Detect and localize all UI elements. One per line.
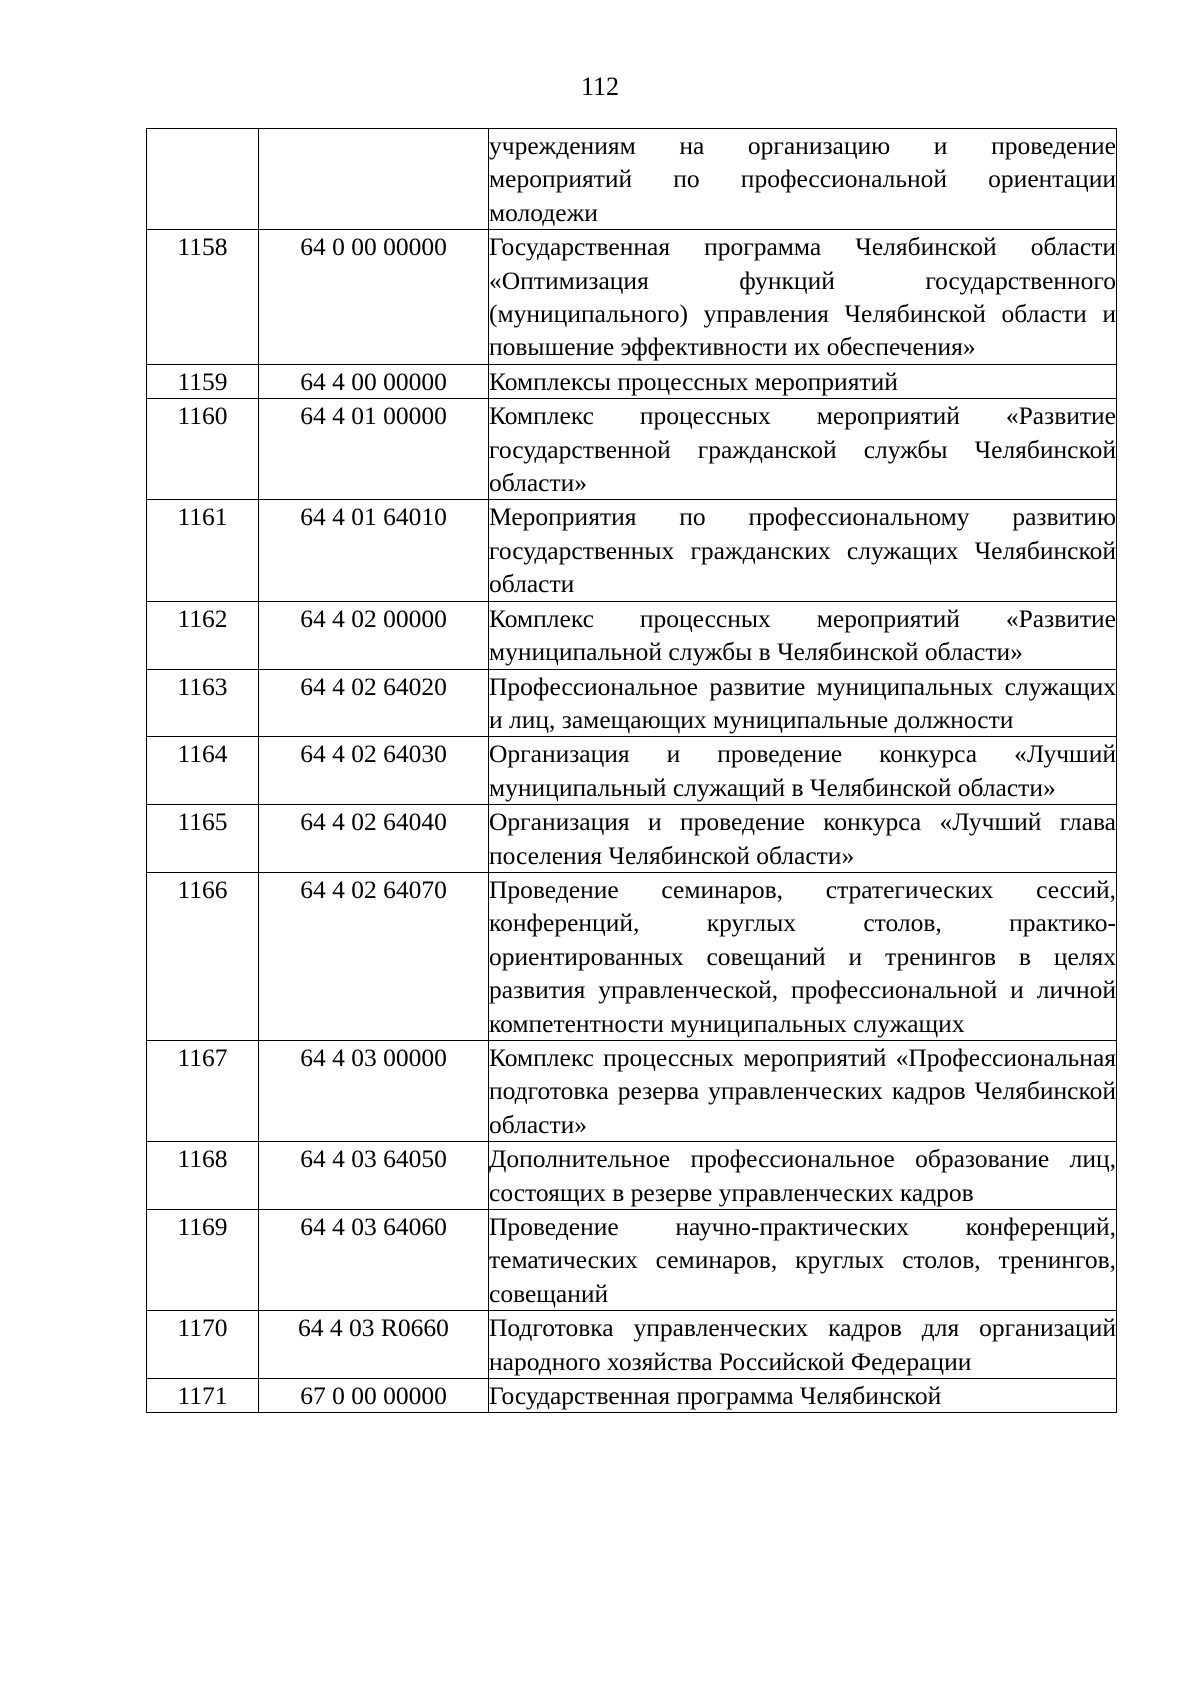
- target-article-code: 67 0 00 00000: [259, 1379, 489, 1413]
- target-article-code: 64 4 03 00000: [259, 1040, 489, 1141]
- table-row: [147, 399, 1117, 500]
- row-number: 1162: [147, 601, 259, 669]
- row-number: 1165: [147, 805, 259, 873]
- article-description: Дополнительное профессиональное образование лиц, состоящих в резерве управленческих кадров: [489, 1142, 1117, 1210]
- row-number: 1161: [147, 500, 259, 601]
- table-row: [147, 1379, 1117, 1413]
- table-row: [147, 129, 1117, 230]
- table-row: [147, 364, 1117, 398]
- table-row: [147, 601, 1117, 669]
- article-description: Государственная программа Челябинской: [489, 1379, 1117, 1413]
- article-description: Проведение семинаров, стратегических сессий, конференций, круглых столов, практико-ориентированных совещаний и тренингов в целях развития управленческой, профессиональной и личной компетентности муниципальных служащих: [489, 872, 1117, 1040]
- page-number: 112: [580, 72, 620, 101]
- budget-classification-table: [146, 128, 1117, 1413]
- article-description: Профессиональное развитие муниципальных служащих и лиц, замещающих муниципальные должности: [489, 669, 1117, 737]
- article-description: Организация и проведение конкурса «Лучший глава поселения Челябинской области»: [489, 805, 1117, 873]
- article-description: Государственная программа Челябинской области «Оптимизация функций государственного (муниципального) управления Челябинской области и повышение эффективности их обеспечения»: [489, 230, 1117, 365]
- table-row: [147, 1210, 1117, 1311]
- table-row: [147, 1311, 1117, 1379]
- row-number: 1168: [147, 1142, 259, 1210]
- target-article-code: 64 4 03 R0660: [259, 1311, 489, 1379]
- target-article-code: 64 4 00 00000: [259, 364, 489, 398]
- row-number: 1167: [147, 1040, 259, 1141]
- table-row: [147, 737, 1117, 805]
- row-number: 1159: [147, 364, 259, 398]
- table-row: [147, 1040, 1117, 1141]
- target-article-code: 64 4 01 64010: [259, 500, 489, 601]
- table-row: [147, 805, 1117, 873]
- target-article-code: [259, 129, 489, 230]
- target-article-code: 64 0 00 00000: [259, 230, 489, 365]
- article-description: Комплекс процессных мероприятий «Развитие муниципальной службы в Челябинской области»: [489, 601, 1117, 669]
- target-article-code: 64 4 02 64030: [259, 737, 489, 805]
- article-description: Мероприятия по профессиональному развитию государственных гражданских служащих Челябинской области: [489, 500, 1117, 601]
- table-row: [147, 669, 1117, 737]
- table-row: [147, 1142, 1117, 1210]
- article-description: учреждениям на организацию и проведение мероприятий по профессиональной ориентации молодежи: [489, 129, 1117, 230]
- article-description: Комплекс процессных мероприятий «Развитие государственной гражданской службы Челябинской области»: [489, 399, 1117, 500]
- row-number: 1163: [147, 669, 259, 737]
- article-description: Организация и проведение конкурса «Лучший муниципальный служащий в Челябинской области»: [489, 737, 1117, 805]
- row-number: 1160: [147, 399, 259, 500]
- row-number: 1166: [147, 872, 259, 1040]
- target-article-code: 64 4 02 64020: [259, 669, 489, 737]
- target-article-code: 64 4 03 64050: [259, 1142, 489, 1210]
- table-row: [147, 500, 1117, 601]
- row-number: 1164: [147, 737, 259, 805]
- article-description: Подготовка управленческих кадров для организаций народного хозяйства Российской Федерации: [489, 1311, 1117, 1379]
- row-number: [147, 129, 259, 230]
- row-number: 1171: [147, 1379, 259, 1413]
- article-description: Комплекс процессных мероприятий «Профессиональная подготовка резерва управленческих кадров Челябинской области»: [489, 1040, 1117, 1141]
- row-number: 1169: [147, 1210, 259, 1311]
- target-article-code: 64 4 03 64060: [259, 1210, 489, 1311]
- article-description: Проведение научно-практических конференций, тематических семинаров, круглых столов, тренингов, совещаний: [489, 1210, 1117, 1311]
- table-row: [147, 872, 1117, 1040]
- target-article-code: 64 4 02 64070: [259, 872, 489, 1040]
- article-description: Комплексы процессных мероприятий: [489, 364, 1117, 398]
- row-number: 1170: [147, 1311, 259, 1379]
- row-number: 1158: [147, 230, 259, 365]
- target-article-code: 64 4 02 64040: [259, 805, 489, 873]
- table-row: [147, 230, 1117, 365]
- target-article-code: 64 4 02 00000: [259, 601, 489, 669]
- target-article-code: 64 4 01 00000: [259, 399, 489, 500]
